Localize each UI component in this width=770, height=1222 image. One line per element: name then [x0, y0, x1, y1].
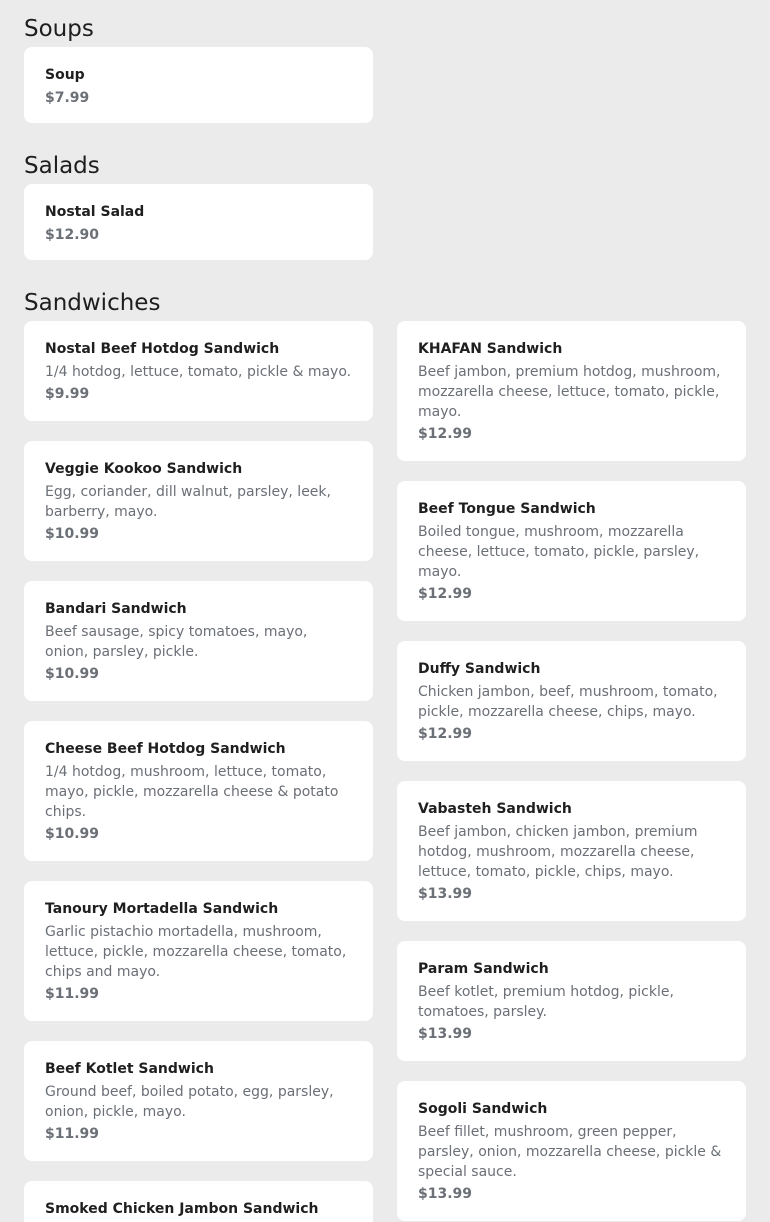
menu-item-card[interactable] [24, 721, 373, 861]
item-name: Smoked Chicken Jambon Sandwich [45, 1201, 319, 1217]
item-name: Nostal Salad [45, 204, 145, 220]
item-price: $9.99 [45, 386, 90, 402]
menu-item-card[interactable] [397, 321, 746, 461]
section-title-sandwiches: Sandwiches [24, 290, 161, 316]
item-description: Garlic pistachio mortadella, mushroom, lettuce, pickle, mozzarella cheese, tomato, chips and mayo. [45, 924, 347, 980]
item-price: $13.99 [418, 1186, 473, 1202]
section-title-salads: Salads [24, 153, 100, 179]
menu-item-card[interactable] [24, 441, 373, 561]
menu-item-card[interactable] [24, 881, 373, 1021]
item-name: Beef Kotlet Sandwich [45, 1061, 214, 1077]
item-description: 1/4 hotdog, mushroom, lettuce, tomato, mayo, pickle, mozzarella cheese & potato chips. [45, 764, 339, 820]
item-price: $13.99 [418, 886, 473, 902]
item-description: Beef fillet, mushroom, green pepper, parsley, onion, mozzarella cheese, pickle & special sauce. [418, 1124, 722, 1180]
menu-item-card[interactable] [24, 1041, 373, 1161]
item-description: Ground beef, boiled potato, egg, parsley, onion, pickle, mayo. [45, 1084, 334, 1120]
item-description: Chicken jambon, beef, mushroom, tomato, pickle, mozzarella cheese, chips, mayo. [418, 684, 718, 720]
item-name: Nostal Beef Hotdog Sandwich [45, 341, 280, 357]
menu-item-card[interactable] [397, 641, 746, 761]
item-description: Beef jambon, chicken jambon, premium hotdog, mushroom, mozzarella cheese, lettuce, tomato, pickle, chips, mayo. [418, 824, 698, 880]
item-name: Beef Tongue Sandwich [418, 501, 596, 517]
item-description: Beef kotlet, premium hotdog, pickle, tomatoes, parsley. [418, 984, 674, 1020]
menu-item-card[interactable] [24, 321, 373, 421]
item-name: KHAFAN Sandwich [418, 341, 563, 357]
item-description: Egg, coriander, dill walnut, parsley, leek, barberry, mayo. [45, 484, 331, 520]
item-name: Tanoury Mortadella Sandwich [45, 901, 279, 917]
item-name: Veggie Kookoo Sandwich [45, 461, 243, 477]
item-name: Param Sandwich [418, 961, 549, 977]
item-price: $10.99 [45, 666, 100, 682]
item-price: $10.99 [45, 826, 100, 842]
menu-item-card[interactable] [24, 184, 373, 260]
item-name: Vabasteh Sandwich [418, 801, 572, 817]
menu-item-card[interactable] [397, 781, 746, 921]
item-name: Duffy Sandwich [418, 661, 541, 677]
item-price: $12.90 [45, 227, 100, 243]
menu-item-card[interactable] [397, 481, 746, 621]
item-name: Soup [45, 67, 85, 83]
item-description: Beef jambon, premium hotdog, mushroom, mozzarella cheese, lettuce, tomato, pickle, mayo. [418, 364, 721, 420]
section-title-soups: Soups [24, 16, 94, 42]
item-description: Boiled tongue, mushroom, mozzarella cheese, lettuce, tomato, pickle, parsley, mayo. [418, 524, 700, 580]
item-price: $10.99 [45, 526, 100, 542]
item-price: $13.99 [418, 1026, 473, 1042]
item-name: Cheese Beef Hotdog Sandwich [45, 741, 286, 757]
menu-item-card[interactable] [24, 581, 373, 701]
item-name: Bandari Sandwich [45, 601, 187, 617]
menu-item-card[interactable] [397, 941, 746, 1061]
menu-item-card[interactable] [24, 47, 373, 123]
item-description: 1/4 hotdog, lettuce, tomato, pickle & mayo. [45, 364, 352, 380]
item-price: $7.99 [45, 90, 90, 106]
menu-item-card[interactable] [24, 1181, 373, 1222]
item-price: $11.99 [45, 986, 100, 1002]
item-name: Sogoli Sandwich [418, 1101, 548, 1117]
item-price: $12.99 [418, 426, 473, 442]
item-price: $12.99 [418, 586, 473, 602]
item-description: Beef sausage, spicy tomatoes, mayo, onion, parsley, pickle. [45, 624, 308, 660]
item-price: $12.99 [418, 726, 473, 742]
menu-item-card[interactable] [397, 1081, 746, 1221]
item-price: $11.99 [45, 1126, 100, 1142]
